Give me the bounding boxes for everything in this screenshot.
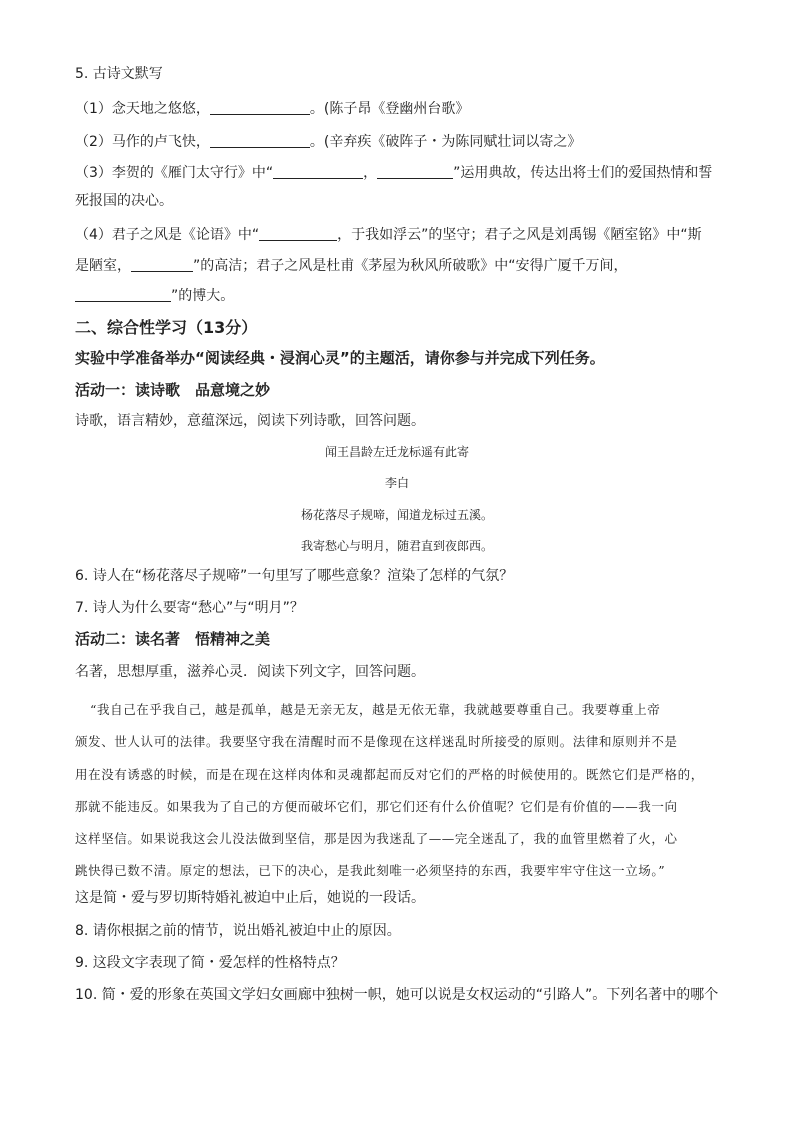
comma: ， bbox=[363, 165, 378, 181]
answer-blank[interactable] bbox=[131, 257, 193, 272]
passage-line: 那就不能违反。如果我为了自己的方便而破坏它们，那它们还有什么价值呢？它们是有价值的——我一向 bbox=[75, 799, 678, 814]
q5-title: 5. 古诗文默写 bbox=[75, 66, 163, 82]
q5-item-4-line2-prefix: 是陋室， bbox=[75, 258, 131, 274]
q5-item-4 bbox=[75, 225, 702, 245]
passage-line: 这样坚信。如果说我这会儿没法做到坚信，那是因为我迷乱了——完全迷乱了，我的血管里燃着了火，心 bbox=[75, 831, 678, 846]
activity-1-heading: 活动一：读诗歌 品意境之妙 bbox=[75, 381, 271, 399]
passage-line: 颁发、世人认可的法律。我要坚守我在清醒时而不是像现在这样迷乱时所接受的原则。法律和原则并不是 bbox=[75, 734, 678, 749]
question-9: 9. 这段文字表现了简・爱怎样的性格特点？ bbox=[75, 955, 345, 971]
q5-item-2-prefix: （2）马作的卢飞快， bbox=[75, 134, 210, 150]
section-heading: 二、综合性学习（13分） bbox=[75, 318, 258, 337]
q5-item-1-suffix: 。(陈子昂《登幽州台歌》 bbox=[309, 101, 470, 117]
poem-line-1: 杨花落尽子规啼，闻道龙标过五溪。 bbox=[300, 508, 493, 522]
answer-blank[interactable] bbox=[259, 226, 337, 241]
section-intro: 实验中学准备举办“阅读经典・浸润心灵”的主题活，请你参与并完成下列任务。 bbox=[75, 349, 605, 367]
q5-item-4-line2-suffix: ”的高洁；君子之风是杜甫《茅屋为秋风所破歌》中“安得广厦千万间， bbox=[193, 258, 628, 274]
q5-item-4-line3-suffix: ”的博大。 bbox=[171, 288, 235, 304]
answer-blank[interactable] bbox=[210, 133, 310, 148]
q5-item-3 bbox=[75, 163, 712, 183]
question-10: 10. 简・爱的形象在英国文学妇女画廊中独树一帜，她可以说是女权运动的“引路人”。下列名著中的哪个 bbox=[75, 987, 719, 1003]
q5-item-4-line2 bbox=[75, 256, 628, 276]
answer-blank[interactable] bbox=[273, 164, 363, 179]
q5-item-1 bbox=[75, 99, 469, 119]
poem-author: 李白 bbox=[384, 476, 409, 490]
question-8: 8. 请你根据之前的情节，说出婚礼被迫中止的原因。 bbox=[75, 923, 401, 939]
question-7: 7. 诗人为什么要寄“愁心”与“明月”？ bbox=[75, 600, 304, 616]
q5-item-4-line3 bbox=[75, 286, 234, 306]
activity-2-heading: 活动二：读名著 悟精神之美 bbox=[75, 630, 271, 648]
passage-line: 跳快得已数不清。原定的想法，已下的决心，是我此刻唯一必须坚持的东西，我要牢牢守住这一立场。” bbox=[75, 863, 666, 878]
poem-title: 闻王昌龄左迁龙标遥有此寄 bbox=[324, 445, 469, 459]
answer-blank[interactable] bbox=[75, 287, 171, 302]
answer-blank[interactable] bbox=[210, 100, 310, 115]
activity-2-desc: 名著，思想厚重，滋养心灵．阅读下列文字，回答问题。 bbox=[75, 664, 425, 680]
passage-line: 用在没有诱惑的时候，而是在现在这样肉体和灵魂都起而反对它们的严格的时候使用的。既然它们是严格的， bbox=[75, 767, 704, 782]
question-6: 6. 诗人在“杨花落尽子规啼”一句里写了哪些意象？渲染了怎样的气氛？ bbox=[75, 568, 514, 584]
q5-item-4-suffix: ，于我如浮云”的坚守；君子之风是刘禹锡《陋室铭》中“斯 bbox=[337, 227, 702, 243]
q5-item-3-prefix: （3）李贺的《雁门太守行》中“ bbox=[75, 165, 274, 181]
q5-item-1-prefix: （1）念天地之悠悠， bbox=[75, 101, 210, 117]
q5-item-2-suffix: 。(辛弃疾《破阵子・为陈同赋壮词以寄之》 bbox=[309, 134, 582, 150]
passage-line: “我自己在乎我自己，越是孤单，越是无亲无友，越是无依无靠，我就越要尊重自己。我要尊重上帝 bbox=[90, 702, 661, 717]
activity-1-desc: 诗歌，语言精妙，意蕴深远，阅读下列诗歌，回答问题。 bbox=[75, 413, 425, 429]
answer-blank[interactable] bbox=[377, 164, 453, 179]
q5-item-2 bbox=[75, 132, 581, 152]
q5-item-4-prefix: （4）君子之风是《论语》中“ bbox=[75, 227, 260, 243]
q5-item-3-suffix: ”运用典故，传达出将士们的爱国热情和誓 bbox=[453, 165, 713, 181]
passage-note: 这是简・爱与罗切斯特婚礼被迫中止后，她说的一段话。 bbox=[75, 890, 425, 906]
poem-line-2: 我寄愁心与明月，随君直到夜郎西。 bbox=[300, 539, 493, 553]
q5-item-3-cont: 死报国的决心。 bbox=[75, 193, 173, 209]
